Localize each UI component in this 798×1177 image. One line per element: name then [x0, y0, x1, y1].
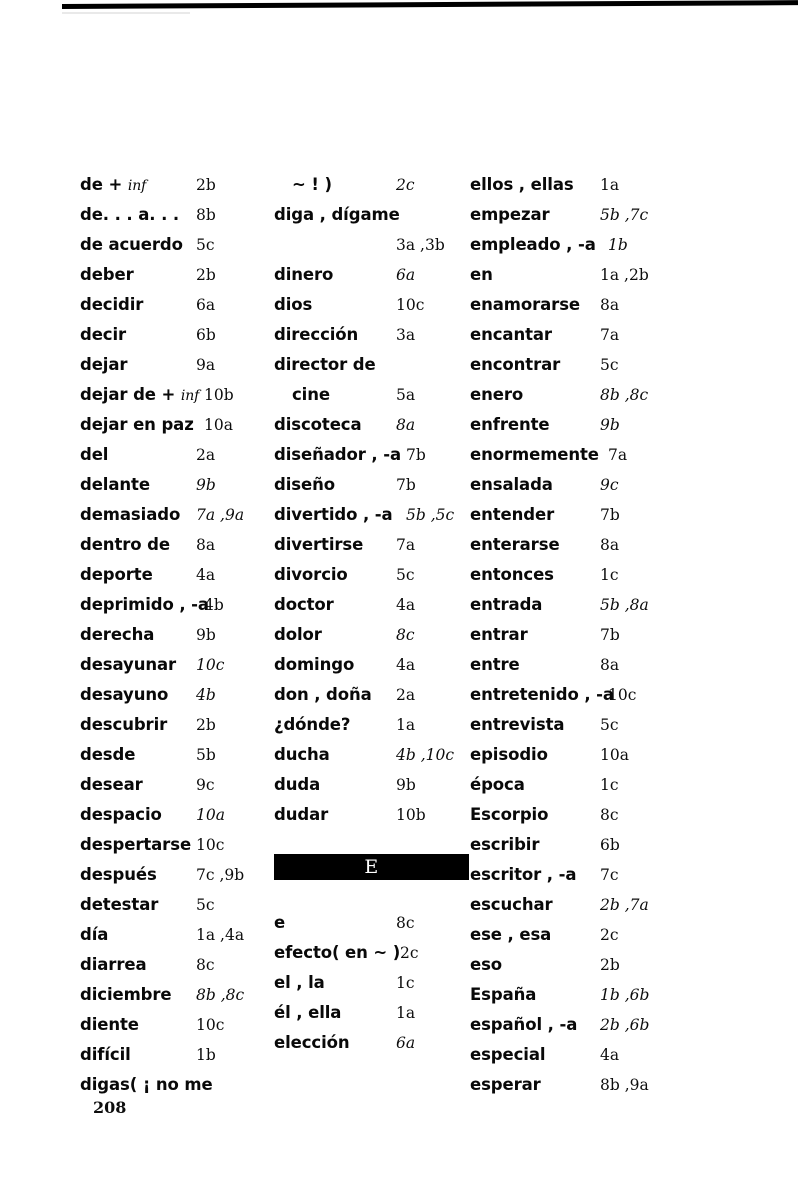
entry-term: del [80, 445, 109, 464]
entry-term: discoteca [274, 415, 362, 434]
entry-term: demasiado [80, 505, 181, 524]
entry-reference: 5b ,8a [600, 596, 649, 614]
glossary-entry [274, 290, 469, 320]
entry-term: escuchar [470, 895, 553, 914]
entry-term: él , ella [274, 1003, 342, 1022]
entry-term: Escorpio [470, 805, 549, 824]
entry-reference: 4a [396, 656, 416, 674]
entry-reference: 6a [396, 266, 416, 284]
glossary-entry [274, 650, 469, 680]
entry-reference: 5c [196, 236, 215, 254]
glossary-entry [274, 968, 469, 998]
entry-reference: 5b ,7c [600, 206, 649, 224]
entry-term: duda [274, 775, 321, 794]
glossary-entry [80, 710, 262, 740]
entry-reference: 4b ,10c [396, 746, 455, 764]
entry-reference: 8a [600, 656, 620, 674]
glossary-entry [80, 380, 262, 410]
glossary-entry [274, 230, 469, 260]
entry-term: entretenido , -a [470, 685, 614, 704]
entry-reference: 1b ,6b [600, 986, 650, 1004]
entry-term: entender [470, 505, 555, 524]
entry-reference: 10c [196, 1016, 225, 1034]
entry-reference: 10c [196, 656, 225, 674]
glossary-entry [470, 590, 670, 620]
entry-reference: 2b [196, 716, 216, 734]
entry-term: dinero [274, 265, 334, 284]
entry-term: España [470, 985, 537, 1004]
entry-term: divertirse [274, 535, 364, 554]
entry-reference: 9b [600, 416, 620, 434]
entry-term: descubrir [80, 715, 168, 734]
entry-reference: 7a [608, 446, 628, 464]
entry-term: diarrea [80, 955, 147, 974]
glossary-entry [470, 800, 670, 830]
entry-term: dejar de + inf [80, 385, 200, 404]
entry-reference: 7a ,9a [196, 506, 245, 524]
glossary-entry [80, 680, 262, 710]
scan-edge-artifact [62, 0, 798, 9]
glossary-entry [470, 830, 670, 860]
entry-reference: 1a ,4a [196, 926, 245, 944]
glossary-entry [274, 440, 469, 470]
glossary-entry [274, 200, 469, 230]
entry-term: despertarse [80, 835, 192, 854]
entry-term: escribir [470, 835, 540, 854]
entry-reference: 6b [196, 326, 216, 344]
entry-term: deporte [80, 565, 153, 584]
glossary-entry [80, 320, 262, 350]
entry-term: dolor [274, 625, 322, 644]
glossary-entry [80, 770, 262, 800]
entry-term: director de [274, 355, 376, 374]
entry-term: ese , esa [470, 925, 552, 944]
glossary-entry [80, 1070, 262, 1100]
entry-reference: 10b [204, 386, 234, 404]
glossary-entry [80, 230, 262, 260]
entry-term: el , la [274, 973, 325, 992]
entry-term: divorcio [274, 565, 348, 584]
entry-term: especial [470, 1045, 546, 1064]
entry-reference: 8b ,8c [196, 986, 245, 1004]
glossary-entry [470, 710, 670, 740]
entry-term: entrada [470, 595, 543, 614]
glossary-entry [470, 770, 670, 800]
entry-reference: 9b [196, 476, 216, 494]
glossary-entry [470, 200, 670, 230]
entry-term: ~ ! ) [292, 175, 332, 194]
entry-reference: 2b [196, 266, 216, 284]
glossary-entry [470, 230, 670, 260]
glossary-entry [80, 200, 262, 230]
glossary-entry [80, 470, 262, 500]
entry-term: entrar [470, 625, 528, 644]
glossary-entry [274, 260, 469, 290]
glossary-entry [274, 620, 469, 650]
entry-term: despacio [80, 805, 162, 824]
entry-reference: 7b [600, 626, 620, 644]
entry-term: digas( ¡ no me [80, 1075, 213, 1094]
glossary-entry [80, 620, 262, 650]
glossary-entry [470, 860, 670, 890]
entry-reference: 7b [600, 506, 620, 524]
entry-term: ellos , ellas [470, 175, 574, 194]
glossary-entry [470, 740, 670, 770]
entry-reference: 10a [600, 746, 629, 764]
entry-reference: 8c [396, 626, 415, 644]
glossary-entry [80, 860, 262, 890]
glossary-entry [80, 590, 262, 620]
entry-term: de + inf [80, 175, 147, 194]
glossary-entry [470, 560, 670, 590]
entry-reference: 5b ,5c [406, 506, 455, 524]
entry-term: español , -a [470, 1015, 578, 1034]
entry-term: e [274, 913, 286, 932]
glossary-entry [470, 1010, 670, 1040]
entry-term: día [80, 925, 109, 944]
entry-reference: 4a [600, 1046, 620, 1064]
entry-term: don , doña [274, 685, 372, 704]
glossary-entry [80, 350, 262, 380]
entry-term: entonces [470, 565, 554, 584]
entry-term: enamorarse [470, 295, 581, 314]
glossary-entry [470, 650, 670, 680]
entry-term: enfrente [470, 415, 550, 434]
glossary-entry [470, 380, 670, 410]
glossary-entry [274, 1028, 469, 1058]
entry-term: encantar [470, 325, 552, 344]
entry-reference: 10c [396, 296, 425, 314]
glossary-entry [274, 800, 469, 830]
entry-reference: 5c [396, 566, 415, 584]
glossary-entry [274, 170, 469, 200]
entry-term: dudar [274, 805, 329, 824]
glossary-entry [274, 770, 469, 800]
entry-term: episodio [470, 745, 548, 764]
entry-reference: 9c [196, 776, 215, 794]
entry-reference: 6a [196, 296, 216, 314]
glossary-entry [80, 800, 262, 830]
entry-reference: 9b [196, 626, 216, 644]
entry-term: efecto( en ~ ) [274, 943, 401, 962]
entry-reference: 1b [608, 236, 628, 254]
glossary-entry [274, 500, 469, 530]
entry-reference: 7b [406, 446, 426, 464]
glossary-entry [470, 920, 670, 950]
entry-reference: 1b [196, 1046, 216, 1064]
glossary-entry [470, 1070, 670, 1100]
entry-term: diente [80, 1015, 139, 1034]
entry-term: enormemente [470, 445, 599, 464]
entry-term: diseño [274, 475, 335, 494]
entry-term: elección [274, 1033, 350, 1052]
entry-reference: 2c [600, 926, 619, 944]
glossary-entry [80, 740, 262, 770]
glossary-entry [470, 290, 670, 320]
entry-term: detestar [80, 895, 159, 914]
glossary-entry [470, 440, 670, 470]
glossary-entry [80, 830, 262, 860]
entry-reference: 5c [600, 356, 619, 374]
entry-reference: 2c [400, 944, 419, 962]
glossary-entry [80, 260, 262, 290]
entry-reference: 7c [600, 866, 619, 884]
glossary-column-1 [80, 170, 262, 1100]
entry-term: enterarse [470, 535, 560, 554]
entry-term: diga , dígame [274, 205, 400, 224]
entry-reference: 7b [396, 476, 416, 494]
entry-reference: 7c ,9b [196, 866, 245, 884]
entry-term-inf-marker: inf [127, 178, 147, 194]
entry-reference: 8b ,8c [600, 386, 649, 404]
glossary-entry [470, 500, 670, 530]
entry-reference: 2b [196, 176, 216, 194]
entry-reference: 1c [600, 566, 619, 584]
entry-term: domingo [274, 655, 355, 674]
glossary-entry [274, 470, 469, 500]
entry-term: entre [470, 655, 520, 674]
entry-term: de. . . a. . . [80, 205, 180, 224]
entry-term: época [470, 775, 525, 794]
entry-reference: 2b ,7a [600, 896, 649, 914]
entry-term-inf-marker: inf [180, 388, 200, 404]
glossary-entry [470, 890, 670, 920]
glossary-entry [80, 650, 262, 680]
entry-reference: 3a ,3b [396, 236, 445, 254]
glossary-entry [470, 530, 670, 560]
entry-term: eso [470, 955, 503, 974]
glossary-entry [274, 590, 469, 620]
entry-reference: 2b [600, 956, 620, 974]
entry-term: dejar [80, 355, 128, 374]
entry-term: divertido , -a [274, 505, 393, 524]
scan-edge-ghost-artifact [62, 12, 190, 14]
entry-reference: 5b [196, 746, 216, 764]
entry-term: derecha [80, 625, 155, 644]
entry-reference: 4a [396, 596, 416, 614]
entry-term: deber [80, 265, 134, 284]
entry-term: ¿dónde? [274, 715, 351, 734]
entry-term: después [80, 865, 157, 884]
glossary-column-3 [470, 170, 670, 1100]
entry-term: decidir [80, 295, 144, 314]
glossary-entry [80, 920, 262, 950]
glossary-entry [80, 1040, 262, 1070]
entry-reference: 1a [600, 176, 620, 194]
entry-reference: 10a [196, 806, 225, 824]
glossary-entry [470, 350, 670, 380]
entry-term: diciembre [80, 985, 172, 1004]
entry-reference: 6b [600, 836, 620, 854]
entry-reference: 8c [196, 956, 215, 974]
entry-term: empezar [470, 205, 550, 224]
entry-term: enero [470, 385, 524, 404]
glossary-entry [80, 980, 262, 1010]
entry-reference: 1a ,2b [600, 266, 649, 284]
entry-reference: 1a [396, 716, 416, 734]
entry-reference: 2a [196, 446, 216, 464]
glossary-entry [80, 530, 262, 560]
glossary-entry [470, 950, 670, 980]
entry-term: dios [274, 295, 313, 314]
glossary-entry [470, 980, 670, 1010]
entry-reference: 9c [600, 476, 619, 494]
glossary-entry [80, 890, 262, 920]
entry-term: doctor [274, 595, 334, 614]
glossary-entry [274, 410, 469, 440]
entry-reference: 1c [600, 776, 619, 794]
entry-term: en [470, 265, 493, 284]
glossary-entry [470, 470, 670, 500]
entry-reference: 9a [196, 356, 216, 374]
glossary-entry [470, 320, 670, 350]
glossary-entry [470, 260, 670, 290]
glossary-entry [470, 410, 670, 440]
glossary-column-2 [274, 170, 469, 1058]
glossary-entry [470, 170, 670, 200]
glossary-entry [274, 320, 469, 350]
entry-term: dirección [274, 325, 359, 344]
entry-term: delante [80, 475, 150, 494]
page-number: 208 [93, 1098, 127, 1117]
entry-term: escritor , -a [470, 865, 577, 884]
entry-term: desayunar [80, 655, 177, 674]
entry-reference: 8a [396, 416, 416, 434]
entry-term: cine [292, 385, 330, 404]
entry-reference: 7a [396, 536, 416, 554]
entry-term: dejar en paz [80, 415, 194, 434]
entry-term: deprimido , -a [80, 595, 209, 614]
entry-reference: 10b [396, 806, 426, 824]
glossary-entry [274, 350, 469, 380]
entry-term: desear [80, 775, 143, 794]
glossary-entry [274, 998, 469, 1028]
glossary-entry [470, 620, 670, 650]
glossary-entry [80, 560, 262, 590]
entry-reference: 8b [196, 206, 216, 224]
glossary-entry [80, 500, 262, 530]
entry-term: esperar [470, 1075, 541, 1094]
entry-term: entrevista [470, 715, 565, 734]
glossary-entry [274, 560, 469, 590]
entry-reference: 5c [600, 716, 619, 734]
entry-reference: 8c [600, 806, 619, 824]
entry-reference: 4a [196, 566, 216, 584]
entry-term: dentro de [80, 535, 170, 554]
entry-reference: 9b [396, 776, 416, 794]
glossary-entry [80, 290, 262, 320]
glossary-entry [274, 680, 469, 710]
entry-term: decir [80, 325, 127, 344]
entry-reference: 5c [196, 896, 215, 914]
entry-reference: 5a [396, 386, 416, 404]
entry-reference: 8a [600, 536, 620, 554]
entry-term: empleado , -a [470, 235, 596, 254]
entry-reference: 6a [396, 1034, 416, 1052]
entry-reference: 4b [196, 686, 216, 704]
entry-reference: 1c [396, 974, 415, 992]
entry-reference: 4b [204, 596, 224, 614]
entry-reference: 7a [600, 326, 620, 344]
entry-reference: 2c [396, 176, 415, 194]
glossary-entry [80, 440, 262, 470]
glossary-entry [274, 908, 469, 938]
glossary-entry [80, 410, 262, 440]
entry-reference: 8a [196, 536, 216, 554]
glossary-entry [274, 740, 469, 770]
entry-reference: 2b ,6b [600, 1016, 650, 1034]
entry-reference: 10a [204, 416, 233, 434]
entry-reference: 8c [396, 914, 415, 932]
glossary-entry [470, 680, 670, 710]
glossary-entry [274, 710, 469, 740]
glossary-entry [274, 380, 469, 410]
entry-reference: 10c [608, 686, 637, 704]
entry-reference: 3a [396, 326, 416, 344]
entry-term: desde [80, 745, 136, 764]
glossary-entry [80, 950, 262, 980]
entry-term: de acuerdo [80, 235, 183, 254]
glossary-entry [80, 1010, 262, 1040]
entry-term: desayuno [80, 685, 169, 704]
glossary-entry [274, 938, 469, 968]
entry-reference: 8b ,9a [600, 1076, 649, 1094]
entry-reference: 10c [196, 836, 225, 854]
entry-term: encontrar [470, 355, 561, 374]
entry-reference: 1a [396, 1004, 416, 1022]
entry-reference: 8a [600, 296, 620, 314]
glossary-entry [80, 170, 262, 200]
glossary-entry [470, 1040, 670, 1070]
glossary-entry [274, 530, 469, 560]
entry-term: difícil [80, 1045, 131, 1064]
entry-term: ducha [274, 745, 330, 764]
entry-term: ensalada [470, 475, 553, 494]
entry-reference: 2a [396, 686, 416, 704]
section-letter-bar: E [274, 854, 469, 880]
entry-term: diseñador , -a [274, 445, 401, 464]
